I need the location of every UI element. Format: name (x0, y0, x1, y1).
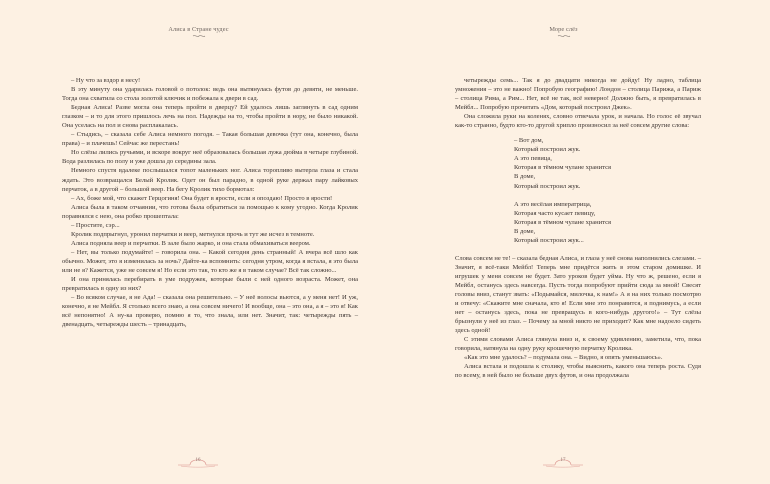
poem-line: Который построил жук. (514, 146, 581, 154)
page-number-folio (541, 455, 585, 469)
poem-line: Которая в тёмном чулане хранится (514, 218, 611, 226)
page-number-folio (176, 455, 220, 469)
paragraph: Алиса была в таком отчаянии, что готова была обратиться за помощью к кому угодно. Когда Кролик поравнялся с нею, она робко прошептала: (62, 203, 358, 220)
paragraph: Но слёзы лились ручьями, и вскоре вокруг неё образовалась большая лужа дюйма в четыре глубиной. Вода разлилась по полу и уже дошла до середины зала. (62, 149, 358, 166)
paragraph: В эту минуту она ударилась головой о потолок: ведь она вытянулась футов до девяти, не меньше. Тогда она схватила со стола золотой ключик и побежала к двери в сад. (62, 86, 358, 103)
poem-line: Который построил жук. (514, 182, 581, 190)
paragraph: И она принялась перебирать в уме подружек, которые были с ней одного возраста. Может, она превратилась в одну из них? (62, 276, 358, 293)
paragraph: Слова совсем не те! – сказала бедная Алиса, и глаза у неё снова наполнились слезами. – Значит, я всё-таки Мейбл! Теперь мне придётся жить в этом старом домишке. И игрушек у меня совсем не будет. Зато уроков будет уйма. Ну что ж, решено, если я Мейбл, останусь здесь навсегда. Пусть тогда попробуют прийти сюда за мной! Свесят головы вниз, станут звать: «Подымайся, милочка, к нам!» А я на них только посмотрю и отвечу: «Скажите мне сначала, кто я! Если мне это понравится, я поднимусь, а если нет – останусь здесь, пока не превращусь в кого-нибудь другого!» – Тут слёзы брызнули у неё из глаз. – Почему за мной никто не приходит? Как мне надоело сидеть здесь одной! (455, 254, 701, 335)
running-head (385, 26, 742, 38)
paragraph: – Простите, сэр... (71, 221, 120, 229)
paragraph: Бедная Алиса! Разве могла она теперь пройти в дверцу? Ей удалось лишь заглянуть в сад одним глазком – и то для этого пришлось лечь на пол. Надежды на то, чтобы пройти в нору, не было никакой. Она уселась на пол и снова расплакалась. (62, 104, 358, 130)
poem-stanza (514, 200, 701, 245)
paragraph: – Нет, вы только подумайте! – говорила она. – Какой сегодня день странный! А вчера всё шло как обычно. Может, это я изменилась за ночь? Дайте-ка вспомнить: сегодня утром, когда я встала, я это была или не я? Кажется, уже не совсем я! Но если это так, то кто же я в таком случае? Всё так сложно... (62, 248, 358, 274)
running-head-title: Алиса в Стране чудес (168, 26, 229, 33)
flourish-ornament-icon (557, 34, 571, 38)
paragraph: Алиса подняла веер и перчатки. В зале было жарко, и она стала обмахиваться веером. (71, 239, 311, 247)
page-number: 16 (195, 458, 201, 463)
paragraph: Она сложила руки на коленях, словно отвечала урок, и начала. Но голос её звучал как-то странно, будто кто-то другой хрипло произносил за неё совсем другие слова: (455, 113, 701, 130)
paragraph: – Ну что за вздор я несу! (71, 77, 141, 84)
page-number: 17 (560, 458, 566, 463)
paragraph: Немного спустя вдалеке послышался топот маленьких ног. Алиса торопливо вытерла глаза и стала ждать. Это возвращался Белый Кролик. Одет он был парадно, в одной руке держал пару лайковых перчаток, а в другой – большой веер. На бегу Кролик тихо бормотал: (62, 167, 358, 193)
paragraph: четырежды семь... Так я до двадцати никогда не дойду! Ну ладно, таблица умножения – это не важно! Попробую географию! Лондон – столица Парижа, а Париж – столица Рима, а Рим... Нет, всё не так, всё неверно! Должно быть, я превратилась в Мейбл... Попробую прочитать «Дом, который построил Джек». (455, 77, 701, 112)
poem-line: В доме, (514, 173, 536, 181)
running-head-title: Море слёз (549, 26, 578, 33)
poem-stanza (514, 136, 701, 190)
paragraph: Кролик подпрыгнул, уронил перчатки и веер, метнулся прочь и тут же исчез в темноте. (71, 230, 315, 238)
poem-line: Который построил жук... (514, 236, 584, 244)
running-head (12, 26, 385, 38)
poem-line: А это певица, (514, 155, 552, 163)
paragraph: – Во всяком случае, я не Ада! – сказала она решительно. – У неё волосы вьются, а у меня нет! И уж, конечно, я не Мейбл. Я столько всего знаю, а она совсем ничего! И вообще, она – это она, а я – это я! Как всё непонятно! А ну-ка проверю, помню я то, что знала, или нет. Значит, так: четырежды пять – двенадцать, четырежды шесть – тринадцать, (62, 294, 358, 329)
paragraph: С этими словами Алиса глянула вниз и, к своему удивлению, заметила, что, пока говорила, натянула на одну руку крошечную перчатку Кролика. (455, 336, 701, 353)
paragraph: «Как это мне удалось? – подумала она. – Видно, я опять уменьшаюсь». (464, 354, 663, 362)
poem-line: Которая в тёмном чулане хранится (514, 164, 611, 172)
paragraph: – Ах, боже мой, что скажет Герцогиня! Она будет в ярости, если я опоздаю! Просто в ярости! (71, 194, 333, 202)
flourish-ornament-icon (192, 34, 206, 38)
poem-line: – Вот дом, (514, 137, 544, 145)
paragraph: – Стыдись, – сказала себе Алиса немного погодя. – Такая большая девочка (тут она, конечно, была права) – и плачешь! Сейчас же перестань! (62, 131, 358, 148)
paragraph: Алиса встала и подошла к столику, чтобы выяснить, какого она теперь роста. Судя по всему, в ней было не больше двух футов, и она продолжала (455, 363, 701, 380)
body-text (455, 76, 701, 380)
right-page (385, 0, 770, 484)
poem-line: А это весёлая императрица, (514, 200, 592, 208)
poem (514, 136, 701, 245)
poem-line: В доме, (514, 227, 536, 235)
body-text (62, 76, 358, 329)
poem-line: Которая часто кусает певицу, (514, 209, 596, 217)
